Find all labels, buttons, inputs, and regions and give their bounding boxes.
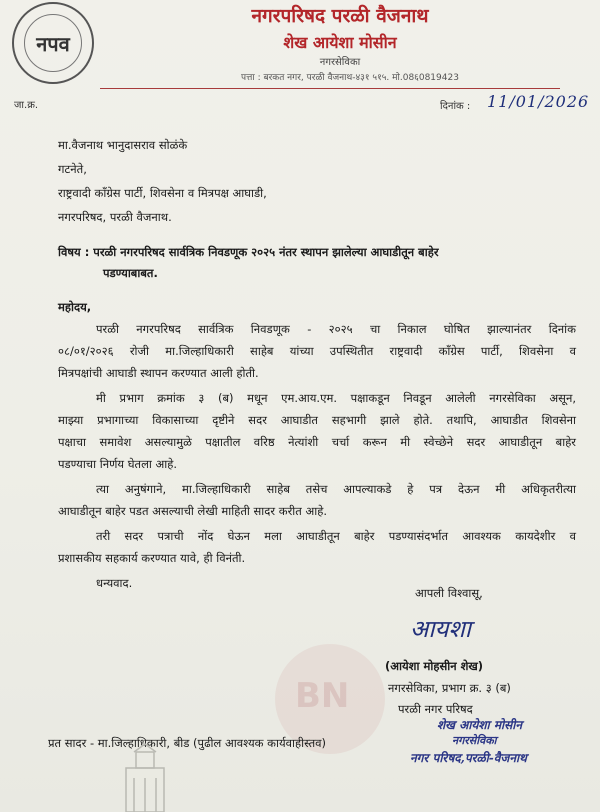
subject-line-2: पडण्याबाबत. — [103, 266, 158, 280]
letterhead-address: पत्ता : बरकत नगर, परळी वैजनाथ-४३१ ५१५. मो.08६0819423 — [241, 73, 459, 83]
paragraph-4-line-1: तरी सदर पत्राची नोंद घेऊन मला आघाडीतून बाहेर पडण्यासंदर्भात आवश्यक कायदेशीर व — [96, 529, 576, 543]
copy-to-line: प्रत सादर - मा.जिल्हाधिकारी, बीड (पुढील आवश्यक कार्यवाहीस्तव) — [48, 736, 327, 750]
recipient-place: नगरपरिषद, परळी वैजनाथ. — [58, 210, 172, 224]
seal-monogram: नपव — [24, 14, 82, 72]
signatory-name: (आयेशा मोहसीन शेख) — [385, 659, 484, 673]
watermark-logo: BN — [275, 644, 385, 754]
date-value: 11/01/2026 — [487, 92, 590, 111]
signatory-designation: नगरसेविका, प्रभाग क्र. ३ (ब) — [388, 681, 511, 695]
stamp-line-3: नगर परिषद,परळी-वैजनाथ — [410, 751, 527, 765]
stamp-line-2: नगरसेविका — [452, 734, 497, 747]
signatory-org: परळी नगर परिषद — [398, 702, 473, 716]
paragraph-4-line-2: प्रशासकीय सहकार्य करण्यात यावे, ही विनंती. — [58, 551, 246, 565]
subject-line-1: विषय : परळी नगरपरिषद सार्वत्रिक निवडणूक २०२५ नंतर स्थापन झालेल्या आघाडीतून बाहेर — [58, 245, 439, 259]
thanks-text: धन्यवाद. — [96, 576, 133, 590]
header-divider — [100, 88, 560, 89]
reference-number-label: जा.क्र. — [14, 100, 39, 111]
paragraph-1-line-3: मित्रपक्षांची आघाडी स्थापन करण्यात आली होती. — [58, 366, 259, 380]
paragraph-2-line-4: पडण्याचा निर्णय घेतला आहे. — [58, 457, 178, 471]
building-watermark-icon — [112, 742, 178, 812]
stamp-line-1: शेख आयेशा मोसीन — [437, 718, 522, 732]
letterhead-role: नगरसेविका — [319, 57, 361, 68]
paragraph-3-line-2: आघाडीतून बाहेर पडत असल्याची लेखी माहिती सादर करीत आहे. — [58, 504, 327, 518]
letterhead-org-name: नगरपरिषद परळी वैजनाथ — [251, 5, 429, 27]
handwritten-signature: आयशा — [410, 615, 471, 643]
letterhead-person-name: शेख आयेशा मोसीन — [283, 33, 397, 52]
municipal-seal-logo — [12, 2, 94, 84]
paragraph-2-line-2: माझ्या प्रभागाच्या विकासाच्या दृष्टीने सदर आघाडीत सहभागी झाले होते. तथापि, आघाडीत शिवसेना — [58, 413, 576, 427]
closing-yours: आपली विश्वासू, — [415, 586, 483, 600]
recipient-title: गटनेते, — [58, 162, 87, 176]
date-label: दिनांक : — [440, 101, 471, 112]
recipient-name: मा.वैजनाथ भानुदासराव सोळंके — [58, 138, 188, 152]
paragraph-1-line-2: ०८/०१/२०२६ रोजी मा.जिल्हाधिकारी साहेब यांच्या उपस्थितीत राष्ट्रवादी कॉंग्रेस पार्टी, शिवसेना व — [58, 344, 576, 358]
paragraph-2-line-3: पक्षाचा समावेश असल्यामुळे पक्षातील वरिष्ठ नेत्यांशी चर्चा करून मी स्वेच्छेने सदर आघाडीतून बाहेर — [58, 435, 576, 449]
salutation: महोदय, — [58, 300, 92, 314]
paragraph-2-line-1: मी प्रभाग क्रमांक ३ (ब) मधून एम.आय.एम. पक्षाकडून निवडून आलेली नगरसेविका असून, — [96, 391, 576, 405]
paragraph-3-line-1: त्या अनुषंगाने, मा.जिल्हाधिकारी साहेब तसेच आपल्याकडे हे पत्र देऊन मी अधिकृतरीत्या — [96, 482, 576, 496]
paragraph-1-line-1: परळी नगरपरिषद सार्वत्रिक निवडणूक - २०२५ चा निकाल घोषित झाल्यानंतर दिनांक — [96, 322, 576, 336]
recipient-party: राष्ट्रवादी कॉंग्रेस पार्टी, शिवसेना व मित्रपक्ष आघाडी, — [58, 186, 267, 200]
